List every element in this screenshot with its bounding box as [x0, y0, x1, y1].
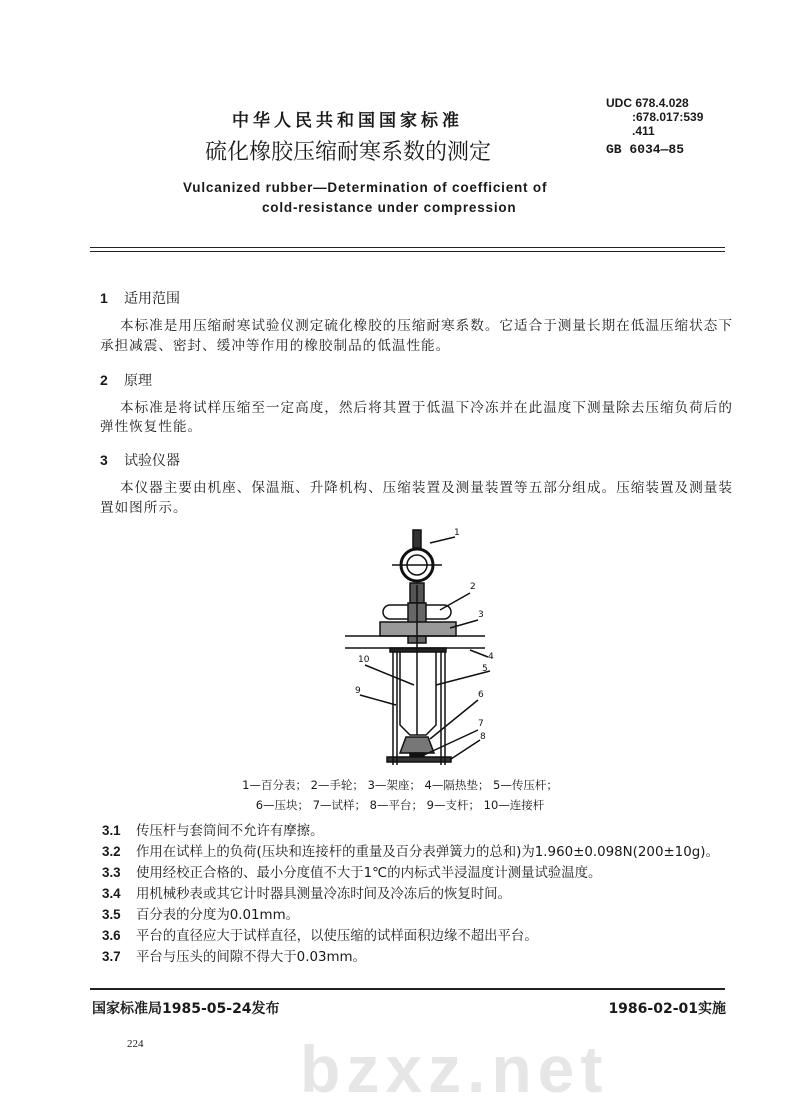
label-4: 4: [488, 652, 494, 662]
section-title: 试验仪器: [124, 453, 180, 469]
label-10: 10: [358, 655, 370, 665]
paragraph-line: 本仪器主要由机座、保温瓶、升降机构、压缩装置及测量装置等五部分组成。压缩装置及测量装: [120, 480, 733, 496]
title-cn: 硫化橡胶压缩耐寒系数的测定: [205, 140, 492, 165]
apparatus-diagram: [330, 525, 505, 770]
section-1-heading: [100, 288, 180, 308]
gb-number: GB 6034—85: [606, 142, 685, 157]
item-text: 作用在试样上的负荷(压块和连接杆的重量及百分表弹簧力的总和)为1.960±0.098N(200±10g)。: [136, 845, 719, 860]
item-text: 平台的直径应大于试样直径，以使压缩的试样面积边缘不超出平台。: [136, 929, 538, 944]
label-7: 7: [478, 719, 484, 729]
figure-caption-line-2: 6—压块； 7—试样； 8—平台； 9—支杆； 10—连接杆: [255, 798, 545, 812]
udc-line-1: UDC 678.4.028: [606, 96, 689, 110]
label-8: 8: [480, 732, 486, 742]
header-rule-bottom: [90, 251, 725, 252]
item-num: 3.1: [102, 823, 121, 838]
frame-seat: [380, 622, 456, 636]
pressure-rod: [400, 652, 436, 735]
item-text: 传压杆与套筒间不允许有摩擦。: [136, 824, 324, 839]
section-title: 原理: [124, 373, 152, 389]
item-text: 百分表的分度为0.01mm。: [136, 908, 300, 923]
watermark: bzxz.net: [300, 1032, 609, 1106]
issue-date: 国家标准局1985-05-24发布: [92, 1001, 280, 1017]
section-num: 1: [100, 290, 108, 306]
item-num: 3.3: [102, 865, 121, 880]
label-9: 9: [355, 686, 361, 696]
list-item: [102, 841, 719, 860]
list-item: [102, 946, 366, 965]
item-text: 平台与压头的间隙不得大于0.03mm。: [136, 950, 366, 965]
label-5: 5: [482, 664, 488, 674]
gauge-stem: [413, 530, 421, 548]
item-num: 3.4: [102, 886, 121, 901]
section-3-heading: [100, 450, 180, 470]
section-num: 2: [100, 372, 108, 388]
label-2: 2: [470, 582, 476, 592]
udc-line-3: .411: [632, 124, 655, 138]
label-6: 6: [478, 690, 484, 700]
paragraph-line: 本标准是用压缩耐寒试验仪测定硫化橡胶的压缩耐寒系数。它适合于测量长期在低温压缩状态下: [120, 318, 733, 334]
title-en-line-2: cold-resistance under compression: [262, 200, 517, 215]
udc-code: [606, 96, 703, 138]
item-text: 用机械秒表或其它计时器具测量冷冻时间及冷冻后的恢复时间。: [136, 887, 511, 902]
insulation-pad: [390, 648, 446, 652]
paragraph-line: 弹性恢复性能。: [100, 419, 203, 435]
page-number: 224: [127, 1038, 144, 1050]
label-3: 3: [478, 610, 484, 620]
paragraph-line: 本标准是将试样压缩至一定高度，然后将其置于低温下冷冻并在此温度下测量除去压缩负荷后的: [120, 400, 733, 416]
item-num: 3.7: [102, 949, 121, 964]
header-rule-top: [90, 247, 725, 248]
section-num: 3: [100, 452, 108, 468]
press-block: [400, 737, 434, 753]
section-title: 适用范围: [124, 291, 180, 307]
title-en-line-1: Vulcanized rubber—Determination of coefficient of: [183, 180, 548, 195]
item-text: 使用经校正合格的、最小分度值不大于1℃的内标式半浸温度计测量试验温度。: [136, 866, 602, 881]
paragraph-line: 置如图所示。: [100, 500, 188, 516]
udc-line-2: :678.017:539: [632, 110, 704, 124]
effective-date: 1986-02-01实施: [608, 1001, 726, 1017]
list-item: [102, 883, 511, 902]
list-item: [102, 820, 323, 839]
list-item: [102, 904, 299, 923]
label-1: 1: [454, 528, 460, 538]
item-num: 3.2: [102, 844, 121, 859]
item-num: 3.6: [102, 928, 121, 943]
standard-type: 中华人民共和国国家标准: [232, 111, 463, 131]
list-item: [102, 925, 538, 944]
section-2-heading: [100, 370, 152, 390]
list-item: [102, 862, 601, 881]
figure-caption-line-1: 1—百分表； 2—手轮； 3—架座； 4—隔热垫； 5—传压杆；: [242, 778, 558, 792]
paragraph-line: 承担减震、密封、缓冲等作用的橡胶制品的低温性能。: [100, 338, 451, 354]
footer-rule: [90, 988, 725, 990]
item-num: 3.5: [102, 907, 121, 922]
